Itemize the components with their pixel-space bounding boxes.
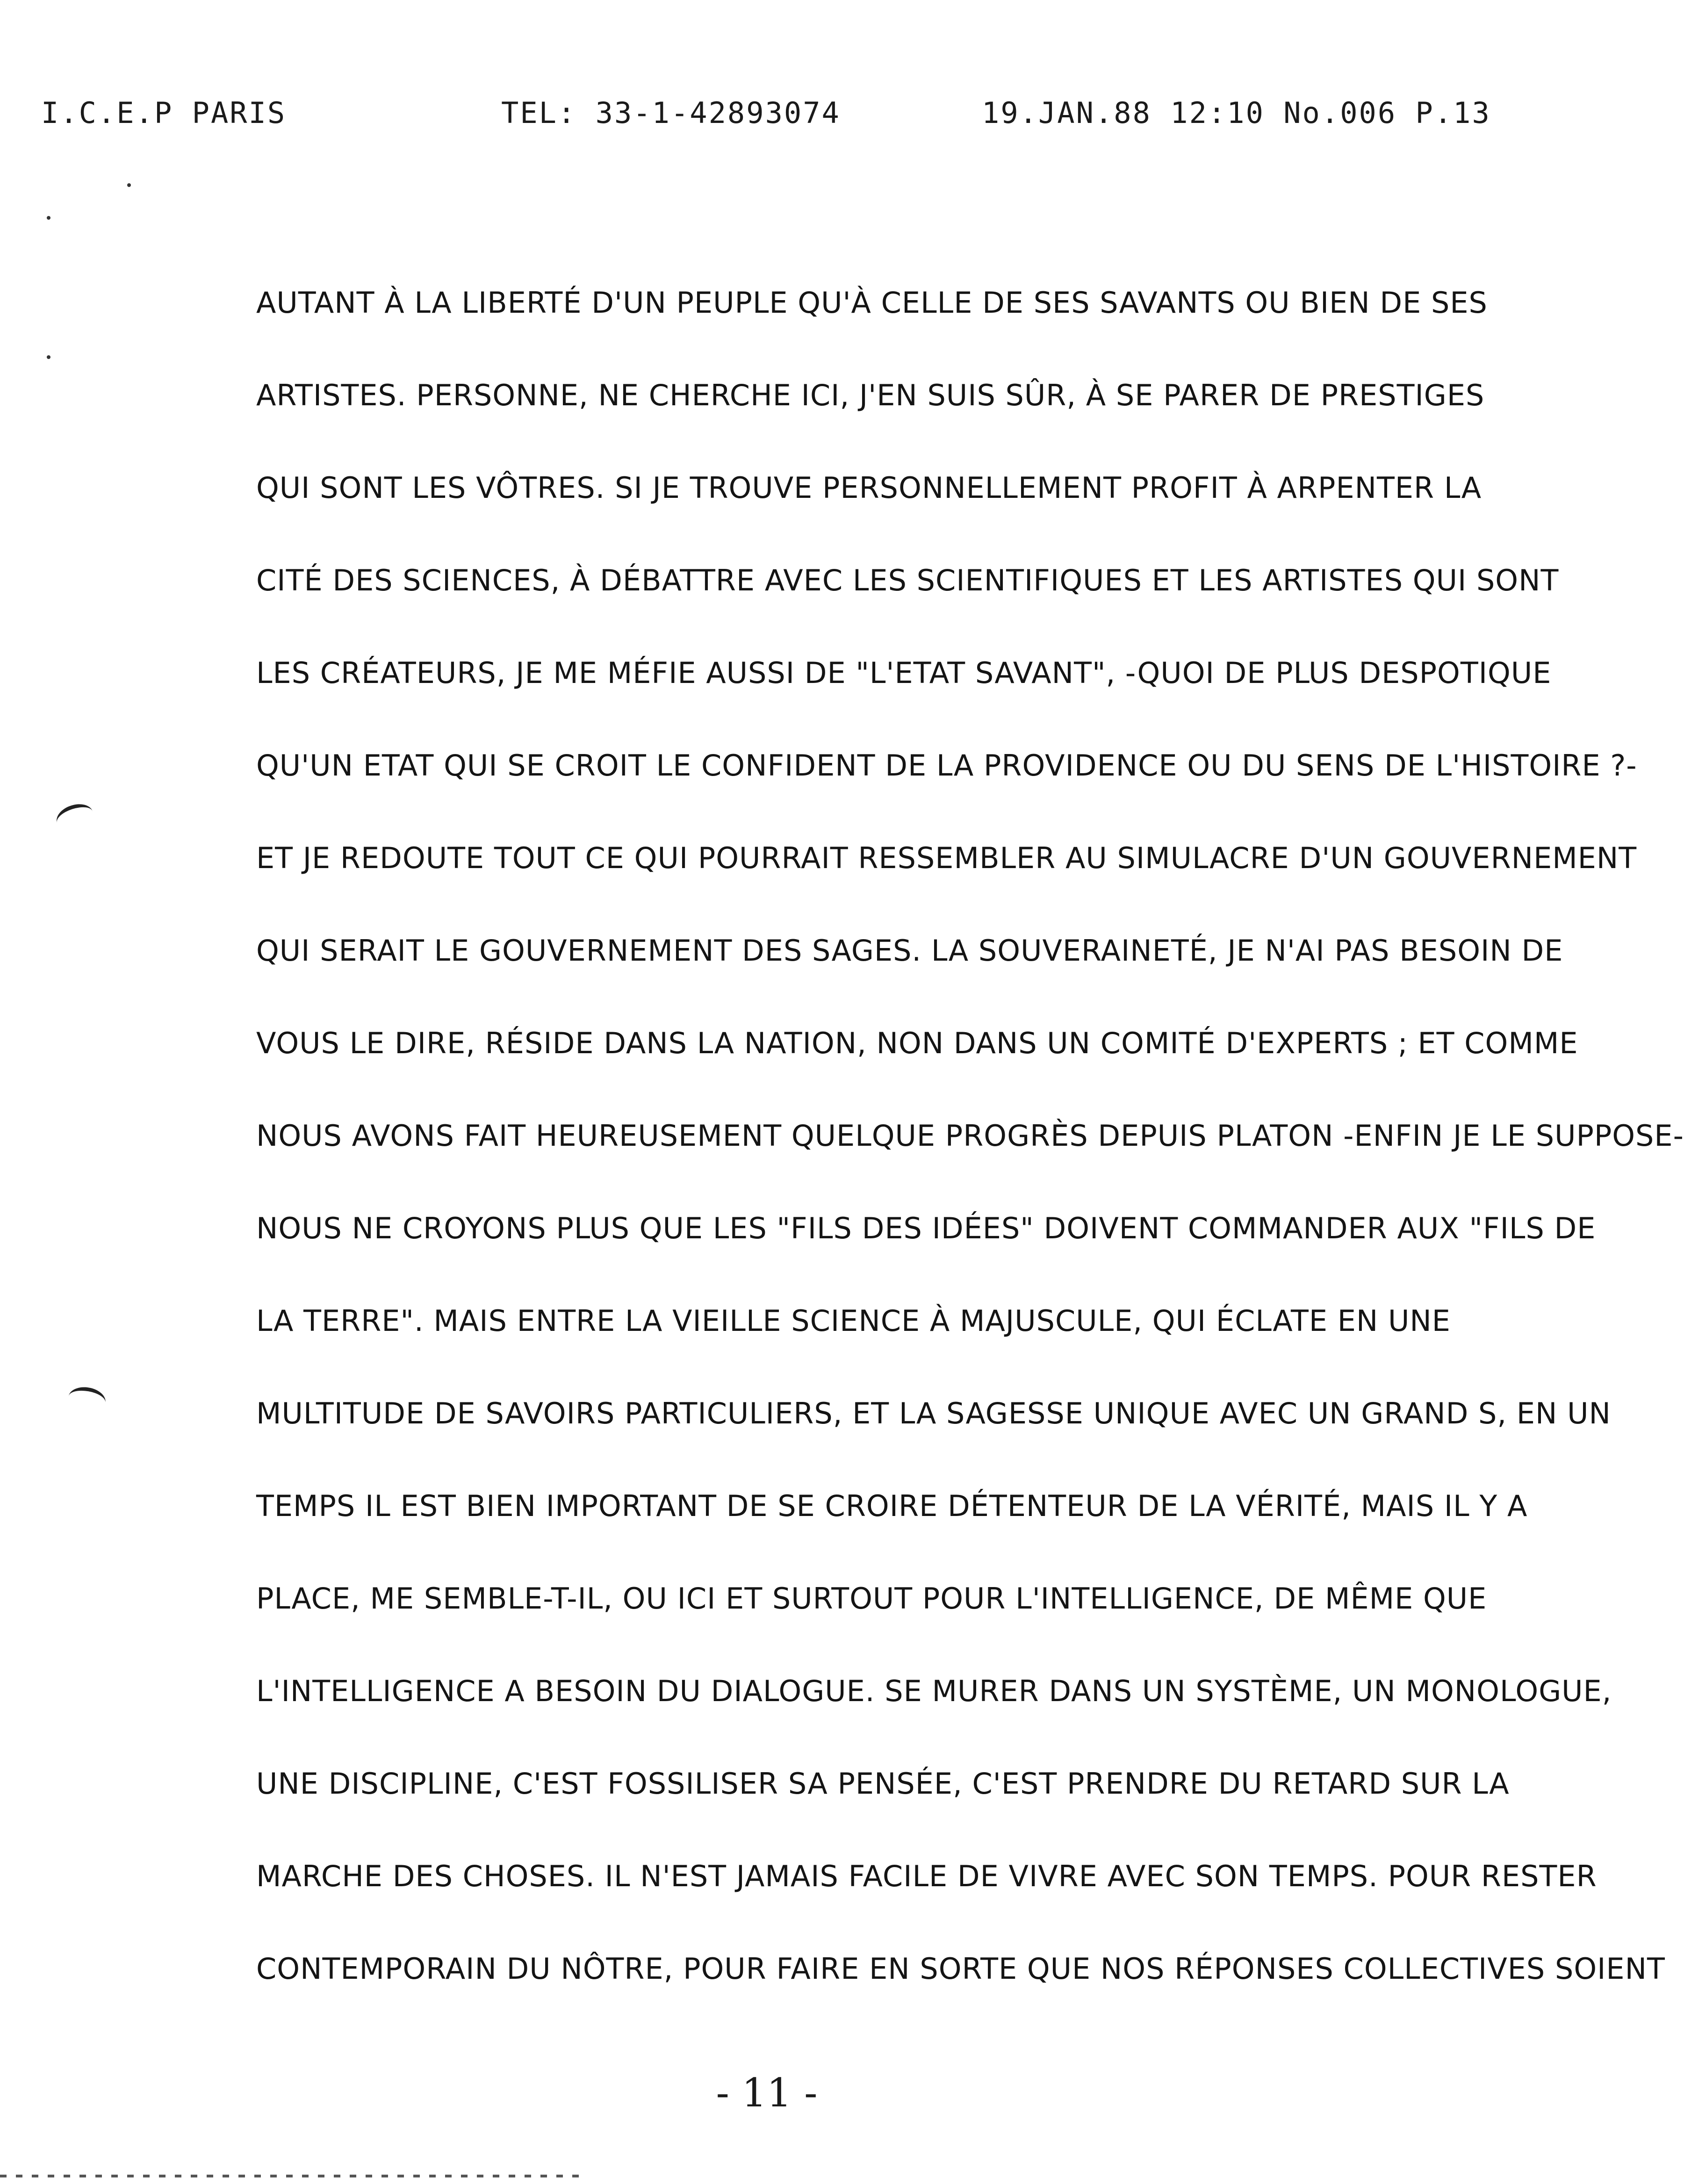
text-line: MULTITUDE DE SAVOIRS PARTICULIERS, ET LA SAGESSE UNIQUE AVEC UN GRAND S, EN UN	[256, 1396, 1611, 1430]
text-line: MARCHE DES CHOSES. IL N'EST JAMAIS FACILE DE VIVRE AVEC SON TEMPS. POUR RESTER	[256, 1859, 1597, 1893]
text-line: ARTISTES. PERSONNE, NE CHERCHE ICI, J'EN SUIS SÛR, À SE PARER DE PRESTIGES	[256, 378, 1485, 412]
fax-telephone: TEL: 33-1-42893074	[501, 96, 841, 130]
scan-speck	[47, 216, 50, 220]
text-line: QUI SONT LES VÔTRES. SI JE TROUVE PERSONNELLEMENT PROFIT À ARPENTER LA	[256, 471, 1482, 505]
document-body	[256, 284, 1684, 2043]
text-line: QU'UN ETAT QUI SE CROIT LE CONFIDENT DE LA PROVIDENCE OU DU SENS DE L'HISTOIRE ?-	[256, 748, 1637, 783]
text-line: CITÉ DES SCIENCES, À DÉBATTRE AVEC LES SCIENTIFIQUES ET LES ARTISTES QUI SONT	[256, 563, 1559, 597]
text-line: L'INTELLIGENCE A BESOIN DU DIALOGUE. SE MURER DANS UN SYSTÈME, UN MONOLOGUE,	[256, 1674, 1612, 1708]
text-line: PLACE, ME SEMBLE-T-IL, OU ICI ET SURTOUT POUR L'INTELLIGENCE, DE MÊME QUE	[256, 1581, 1487, 1616]
page-number: - 11 -	[716, 2070, 818, 2116]
margin-bracket-mark	[53, 800, 96, 834]
text-line: LES CRÉATEURS, JE ME MÉFIE AUSSI DE "L'ETAT SAVANT", -QUOI DE PLUS DESPOTIQUE	[256, 656, 1552, 690]
text-line: NOUS AVONS FAIT HEUREUSEMENT QUELQUE PROGRÈS DEPUIS PLATON -ENFIN JE LE SUPPOSE-	[256, 1119, 1684, 1153]
scan-edge-noise	[0, 2175, 584, 2177]
text-line: AUTANT À LA LIBERTÉ D'UN PEUPLE QU'À CELLE DE SES SAVANTS OU BIEN DE SES	[256, 286, 1488, 320]
text-line: ET JE REDOUTE TOUT CE QUI POURRAIT RESSEMBLER AU SIMULACRE D'UN GOUVERNEMENT	[256, 841, 1637, 875]
text-line: TEMPS IL EST BIEN IMPORTANT DE SE CROIRE DÉTENTEUR DE LA VÉRITÉ, MAIS IL Y A	[256, 1489, 1528, 1523]
text-line: LA TERRE". MAIS ENTRE LA VIEILLE SCIENCE À MAJUSCULE, QUI ÉCLATE EN UNE	[256, 1304, 1451, 1338]
text-line: VOUS LE DIRE, RÉSIDE DANS LA NATION, NON DANS UN COMITÉ D'EXPERTS ; ET COMME	[256, 1026, 1578, 1060]
scan-speck	[47, 355, 50, 359]
fax-header	[0, 96, 1533, 133]
text-line: NOUS NE CROYONS PLUS QUE LES "FILS DES IDÉES" DOIVENT COMMANDER AUX "FILS DE	[256, 1211, 1596, 1245]
scan-speck	[127, 183, 131, 187]
margin-bracket-mark	[66, 1384, 108, 1415]
fax-timestamp: 19.JAN.88 12:10 No.006 P.13	[982, 96, 1491, 130]
text-line: UNE DISCIPLINE, C'EST FOSSILISER SA PENSÉE, C'EST PRENDRE DU RETARD SUR LA	[256, 1767, 1510, 1801]
text-line: CONTEMPORAIN DU NÔTRE, POUR FAIRE EN SORTE QUE NOS RÉPONSES COLLECTIVES SOIENT	[256, 1952, 1665, 1986]
fax-sender: I.C.E.P PARIS	[41, 96, 287, 130]
text-line: QUI SERAIT LE GOUVERNEMENT DES SAGES. LA SOUVERAINETÉ, JE N'AI PAS BESOIN DE	[256, 934, 1563, 968]
